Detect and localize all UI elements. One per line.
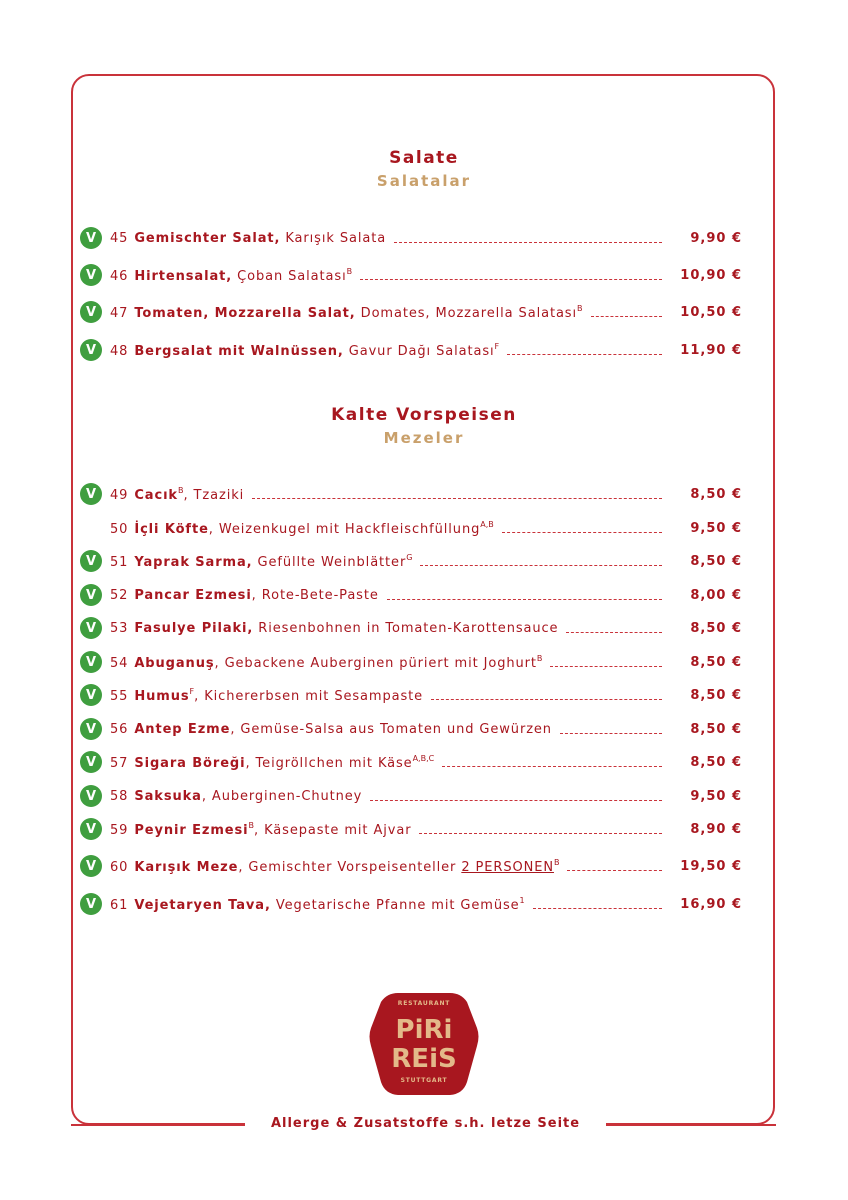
footer-rule-left (71, 1124, 245, 1126)
item-price: 19,50 € (680, 858, 742, 874)
item-name: Gemischter Salat, (134, 230, 281, 246)
item-description: , Käsepaste mit Ajvar (254, 822, 412, 838)
menu-item-51 (80, 550, 742, 572)
menu-item-55 (80, 684, 742, 706)
item-number: 50 (110, 521, 129, 537)
leader-dots (252, 498, 662, 499)
item-price: 11,90 € (680, 342, 742, 358)
item-price: 8,50 € (690, 553, 742, 569)
item-name: Humus (134, 688, 190, 704)
leader-dots (394, 242, 662, 243)
item-name: Bergsalat mit Walnüssen, (134, 343, 344, 359)
item-number: 56 (110, 721, 129, 737)
vegetarian-icon: V (80, 718, 102, 740)
item-description: , Tzaziki (183, 487, 245, 503)
item-allergen-code: B (577, 303, 583, 313)
vegetarian-icon: V (80, 684, 102, 706)
menu-item-57 (80, 751, 742, 773)
item-name-allergen-code: F (189, 686, 195, 696)
item-description: , Rote-Bete-Paste (251, 587, 379, 603)
leader-dots (360, 279, 662, 280)
menu-item-48 (80, 339, 742, 361)
menu-item-47 (80, 301, 742, 323)
item-price: 10,90 € (680, 267, 742, 283)
item-number: 57 (110, 755, 129, 771)
item-text (110, 304, 583, 321)
item-description: , Kichererbsen mit Sesampaste (194, 688, 424, 704)
item-text (110, 722, 552, 737)
item-price: 9,50 € (690, 520, 742, 536)
item-text (110, 267, 352, 284)
item-number: 46 (110, 268, 129, 284)
item-name: Peynir Ezmesi (134, 822, 249, 838)
item-description: , Auberginen-Chutney (201, 788, 363, 804)
item-price: 8,50 € (690, 654, 742, 670)
menu-item-60 (80, 855, 742, 877)
item-text (110, 231, 386, 246)
menu-item-53 (80, 617, 742, 639)
item-number: 53 (110, 620, 129, 636)
item-number: 60 (110, 859, 129, 875)
item-description: Gefüllte Weinblätter (252, 554, 407, 570)
item-name: Pancar Ezmesi (134, 587, 252, 603)
vegetarian-icon: V (80, 651, 102, 673)
leader-dots (550, 666, 662, 667)
item-number: 61 (110, 897, 129, 913)
item-price: 8,50 € (690, 687, 742, 703)
item-text (110, 789, 362, 804)
item-allergen-code: A,B,C (412, 753, 435, 763)
item-name: Yaprak Sarma, (134, 554, 253, 570)
item-price: 9,90 € (690, 230, 742, 246)
item-name: Cacık (134, 487, 178, 503)
item-text (110, 654, 542, 671)
item-description: , Gebackene Auberginen püriert mit Joghurt (214, 655, 537, 671)
vegetarian-icon: V (80, 584, 102, 606)
leader-dots (507, 354, 662, 355)
item-name: Karışık Meze (134, 859, 239, 875)
item-number: 51 (110, 554, 129, 570)
vegetarian-icon: V (80, 227, 102, 249)
item-text (110, 588, 379, 603)
item-text (110, 621, 558, 636)
leader-dots (560, 733, 662, 734)
item-text (110, 821, 411, 838)
item-number: 59 (110, 822, 129, 838)
logo-line1: PiRi (395, 1015, 453, 1045)
leader-dots (387, 599, 662, 600)
item-description: Domates, Mozzarella Salatası (355, 305, 577, 321)
item-price: 8,50 € (690, 486, 742, 502)
item-name: Antep Ezme (134, 721, 231, 737)
vegetarian-icon: V (80, 818, 102, 840)
item-name: Sigara Böreği (134, 755, 246, 771)
item-name: Vejetaryen Tava, (134, 897, 271, 913)
item-description: Vegetarische Pfanne mit Gemüse (270, 897, 520, 913)
vegetarian-icon: V (80, 785, 102, 807)
item-text (110, 896, 525, 913)
item-text (110, 754, 434, 771)
piri-reis-logo (368, 990, 480, 1098)
vegetarian-icon: V (80, 339, 102, 361)
footer-allergen-note: Allerge & Zusatstoffe s.h. letze Seite (245, 1116, 606, 1131)
item-name-allergen-code: B (177, 485, 184, 495)
leader-dots (591, 316, 663, 317)
leader-dots (419, 833, 662, 834)
item-price: 8,50 € (690, 721, 742, 737)
item-text (110, 342, 499, 359)
item-description: Çoban Salatası (232, 268, 347, 284)
item-allergen-code: G (406, 552, 413, 562)
item-text (110, 553, 412, 570)
leader-dots (566, 632, 662, 633)
item-number: 55 (110, 688, 129, 704)
item-price: 8,50 € (690, 754, 742, 770)
item-allergen-code: B (346, 266, 353, 276)
menu-item-58 (80, 785, 742, 807)
vegetarian-icon: V (80, 550, 102, 572)
section-title-kalte-vorspeisen (0, 405, 848, 447)
leader-dots (567, 870, 662, 871)
item-price: 10,50 € (680, 304, 742, 320)
item-text (110, 858, 559, 875)
item-text (110, 486, 244, 503)
leader-dots (420, 565, 662, 566)
item-text (110, 687, 423, 704)
vegetarian-icon: V (80, 264, 102, 286)
item-number: 47 (110, 305, 129, 321)
menu-item-49 (80, 483, 742, 505)
menu-item-59 (80, 818, 742, 840)
item-number: 45 (110, 230, 129, 246)
vegetarian-icon: V (80, 617, 102, 639)
item-allergen-code: A,B (480, 519, 494, 529)
item-name: Saksuka (134, 788, 202, 804)
item-number: 54 (110, 655, 129, 671)
item-number: 58 (110, 788, 129, 804)
item-description: , Weizenkugel mit Hackfleischfüllung (208, 521, 481, 537)
section-title-salate (0, 148, 848, 190)
vegetarian-icon: V (80, 751, 102, 773)
section-heading-de: Salate (389, 148, 459, 168)
item-description: Karışık Salata (280, 230, 387, 246)
item-name: Fasulye Pilaki, (134, 620, 254, 636)
item-allergen-code: B (536, 653, 543, 663)
item-allergen-code: F (494, 341, 500, 351)
item-number: 49 (110, 487, 129, 503)
item-text (110, 520, 494, 537)
item-price: 8,00 € (690, 587, 742, 603)
item-price: 8,50 € (690, 620, 742, 636)
logo-line2: REiS (391, 1044, 457, 1074)
leader-dots (442, 766, 662, 767)
item-description: Gavur Dağı Salatası (343, 343, 495, 359)
menu-item-54 (80, 651, 742, 673)
item-name: Hirtensalat, (134, 268, 233, 284)
item-description: , Gemischter Vorspeisenteller (238, 859, 462, 875)
menu-item-46 (80, 264, 742, 286)
leader-dots (431, 699, 662, 700)
item-name: Abuganuş (134, 655, 215, 671)
item-description: , Gemüse-Salsa aus Tomaten und Gewürzen (230, 721, 552, 737)
item-number: 52 (110, 587, 129, 603)
item-allergen-code: 1 (519, 895, 525, 905)
item-name: İçli Köfte (134, 521, 209, 537)
menu-item-61 (80, 893, 742, 915)
item-portion-note: 2 PERSONEN (461, 859, 554, 875)
item-price: 16,90 € (680, 896, 742, 912)
item-name: Tomaten, Mozzarella Salat, (134, 305, 356, 321)
item-description: Riesenbohnen in Tomaten-Karottensauce (253, 620, 559, 636)
leader-dots (533, 908, 662, 909)
menu-item-52 (80, 584, 742, 606)
vegetarian-icon: V (80, 855, 102, 877)
vegetarian-icon: V (80, 893, 102, 915)
vegetarian-icon: V (80, 483, 102, 505)
footer-rule-right (606, 1124, 776, 1126)
section-heading-tr: Salatalar (376, 172, 472, 190)
menu-item-45 (80, 227, 742, 249)
section-heading-de: Kalte Vorspeisen (331, 405, 517, 425)
item-portion-allergen-code: B (553, 857, 560, 867)
logo-bottom-text: STUTTGART (400, 1077, 448, 1084)
logo-top-text: RESTAURANT (397, 1000, 451, 1007)
leader-dots (370, 800, 662, 801)
item-price: 9,50 € (690, 788, 742, 804)
item-number: 48 (110, 343, 129, 359)
footer (0, 1113, 848, 1137)
item-description: , Teigröllchen mit Käse (245, 755, 413, 771)
menu-item-50 (80, 517, 742, 539)
leader-dots (502, 532, 662, 533)
item-name-allergen-code: B (248, 820, 255, 830)
vegetarian-icon: V (80, 301, 102, 323)
section-heading-tr: Mezeler (383, 429, 465, 447)
item-price: 8,90 € (690, 821, 742, 837)
menu-item-56 (80, 718, 742, 740)
